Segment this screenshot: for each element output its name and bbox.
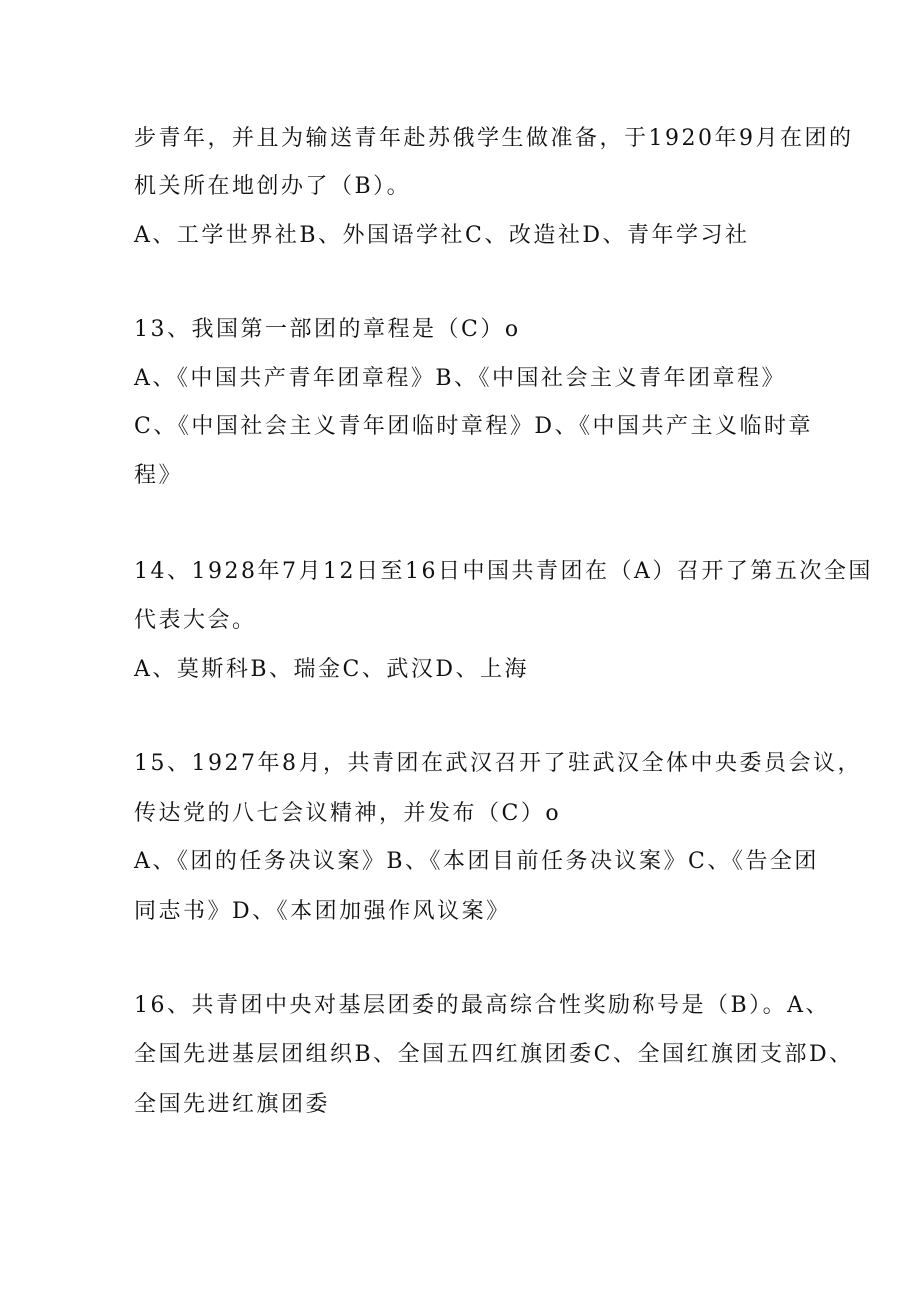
q16-text-line-2: 全国先进基层团组织B、全国五四红旗团委C、全国红旗团支部D、 <box>134 1042 854 1067</box>
q14-options: A、莫斯科B、瑞金C、武汉D、上海 <box>134 657 530 682</box>
q13-options-line-2: C、《中国社会主义青年团临时章程》D、《中国共产主义临时章 <box>134 414 813 439</box>
q13-options-line-1: A、《中国共产青年团章程》B、《中国社会主义青年团章程》 <box>134 366 787 391</box>
q15-options-line-2: 同志书》D、《本团加强作风议案》 <box>134 899 511 924</box>
q12-options: A、工学世界社B、外国语学社C、改造社D、青年学习社 <box>134 223 750 248</box>
q13-options-line-3: 程》 <box>134 463 184 488</box>
q16-text-line-1: 16、共青团中央对基层团委的最高综合性奖励称号是（B）。A、 <box>134 993 831 1018</box>
q14-text-line-1: 14、1928年7月12日至16日中国共青团在（A）召开了第五次全国 <box>134 559 873 584</box>
q12-text-line-1: 步青年，并且为输送青年赴苏俄学生做准备，于1920年9月在团的 <box>134 126 854 151</box>
q15-options-line-1: A、《团的任务决议案》B、《本团目前任务决议案》C、《告全团 <box>134 849 819 874</box>
q14-text-line-2: 代表大会。 <box>134 608 257 633</box>
q16-text-line-3: 全国先进红旗团委 <box>134 1092 331 1117</box>
q15-text-line-2: 传达党的八七会议精神，并发布（C）o <box>134 801 562 826</box>
q15-text-line-1: 15、1927年8月，共青团在武汉召开了驻武汉全体中央委员会议， <box>134 751 862 776</box>
q12-text-line-2: 机关所在地创办了（B）。 <box>134 174 412 199</box>
q13-question: 13、我国第一部团的章程是（C）o <box>134 317 521 342</box>
